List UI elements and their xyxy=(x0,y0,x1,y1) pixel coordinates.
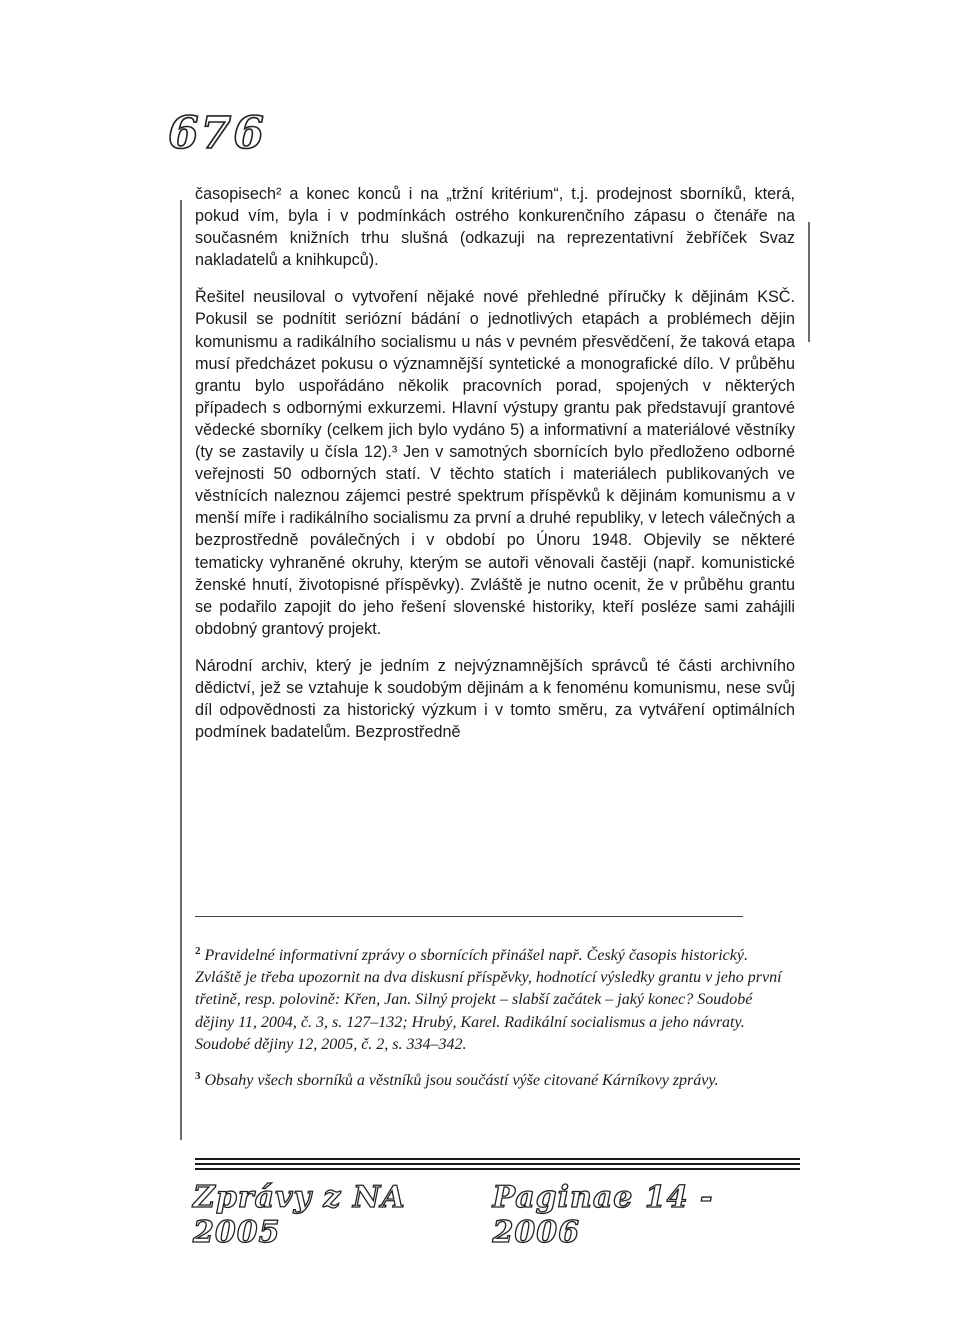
footnote-text: Obsahy všech sborníků a věstníků jsou součástí výše citované Kárníkovy zprávy. xyxy=(204,1072,719,1090)
running-footer xyxy=(193,1180,800,1250)
footnote-mark: 3 xyxy=(195,1069,201,1082)
footer-rule xyxy=(195,1163,800,1165)
paragraph: časopisech² a konec konců i na „tržní kritérium“, t.j. prodejnost sborníků, která, pokud vím, byla i v podmínkách ostrého konkurenčního zápasu o čtenáře na současném knižních trhu slušná (odkazuji na reprezentativní žebříček Svaz nakladatelů a knihkupců). xyxy=(195,185,795,270)
paragraph: Řešitel neusiloval o vytvoření nějaké nové přehledné příručky k dějinám KSČ. Pokusil se podnítit seriózní bádání o jednotlivých etapách a problémech dějin komunismu a radikálního socialismu u nás v pevném přesvědčení, že taková etapa musí předcházet pokusu o významnější syntetické a monografické dílo. V průběhu grantu bylo uspořádáno několik pracovních porad, spojených v některých případech s odbornými exkurzemi. Hlavní výstupy grantu pak představují grantové vědecké sborníky (celkem jich bylo vydáno 5) a informativní a materiálové věstníky (ty se zastavily u čísla 12).³ Jen v samotných sbornících bylo předloženo odborné veřejnosti 50 odborných statí. V těchto statích i materiálech publikovaných ve věstnících naleznou zájemci pestré spektrum příspěvků k dějinám komunismu a v menší míře i radikálního socialismu za první a druhé republiky, v letech válečných a bezprostředně poválečných i v období po Únoru 1948. Objevily se některé tematicky vyhraněné okruhy, kterým se autoři věnovali častěji (např. komunistické ženské hnutí, životopisné příspěvky). Zvláště je nutno ocenit, že v průběhu grantu se podařilo zapojit do jeho řešení slovenské historiky, kteří posléze sami zahájili obdobný grantový projekt. xyxy=(195,288,795,638)
footer-journal-title: Zprávy z NA 2005 xyxy=(193,1180,406,1250)
footnotes xyxy=(195,945,795,1106)
footnote xyxy=(195,1070,795,1092)
page-number: 676 xyxy=(168,108,266,159)
footnote-mark: 2 xyxy=(195,944,201,957)
footnote-text: Pravidelné informativní zprávy o sbornících přinášel např. Český časopis historický. Zvláště je třeba upozornit na dva diskusní příspěvky, hodnotící výsledky grantu v jeho první třetině, resp. polovině: Křen, Jan. Silný projekt – slabší začátek – jaký konec? Soudobé dějiny 11, 2004, č. 3, s. 127–132; Hrubý, Karel. Radikální socialismus a jeho návraty. Soudobé dějiny 12, 2005, č. 2, s. 334–342. xyxy=(195,947,782,1053)
footer-series-title: Paginae 14 - 2006 xyxy=(492,1180,714,1250)
paragraph: Národní archiv, který je jedním z nejvýznamnějších správců té části archivního dědictví, jež se vztahuje k soudobým dějinám a k fenoménu komunismu, nese svůj díl odpovědnosti za historický výzkum i v tomto směru, za vytváření optimálních podmínek badatelům. Bezprostředně xyxy=(195,656,795,742)
footer-rule xyxy=(195,1158,800,1160)
footnote-separator xyxy=(195,916,743,917)
margin-rule-right xyxy=(808,222,810,342)
footer-rule xyxy=(195,1168,800,1170)
margin-rule-left xyxy=(180,200,182,1140)
body-text xyxy=(195,183,795,758)
footnote xyxy=(195,945,795,1056)
